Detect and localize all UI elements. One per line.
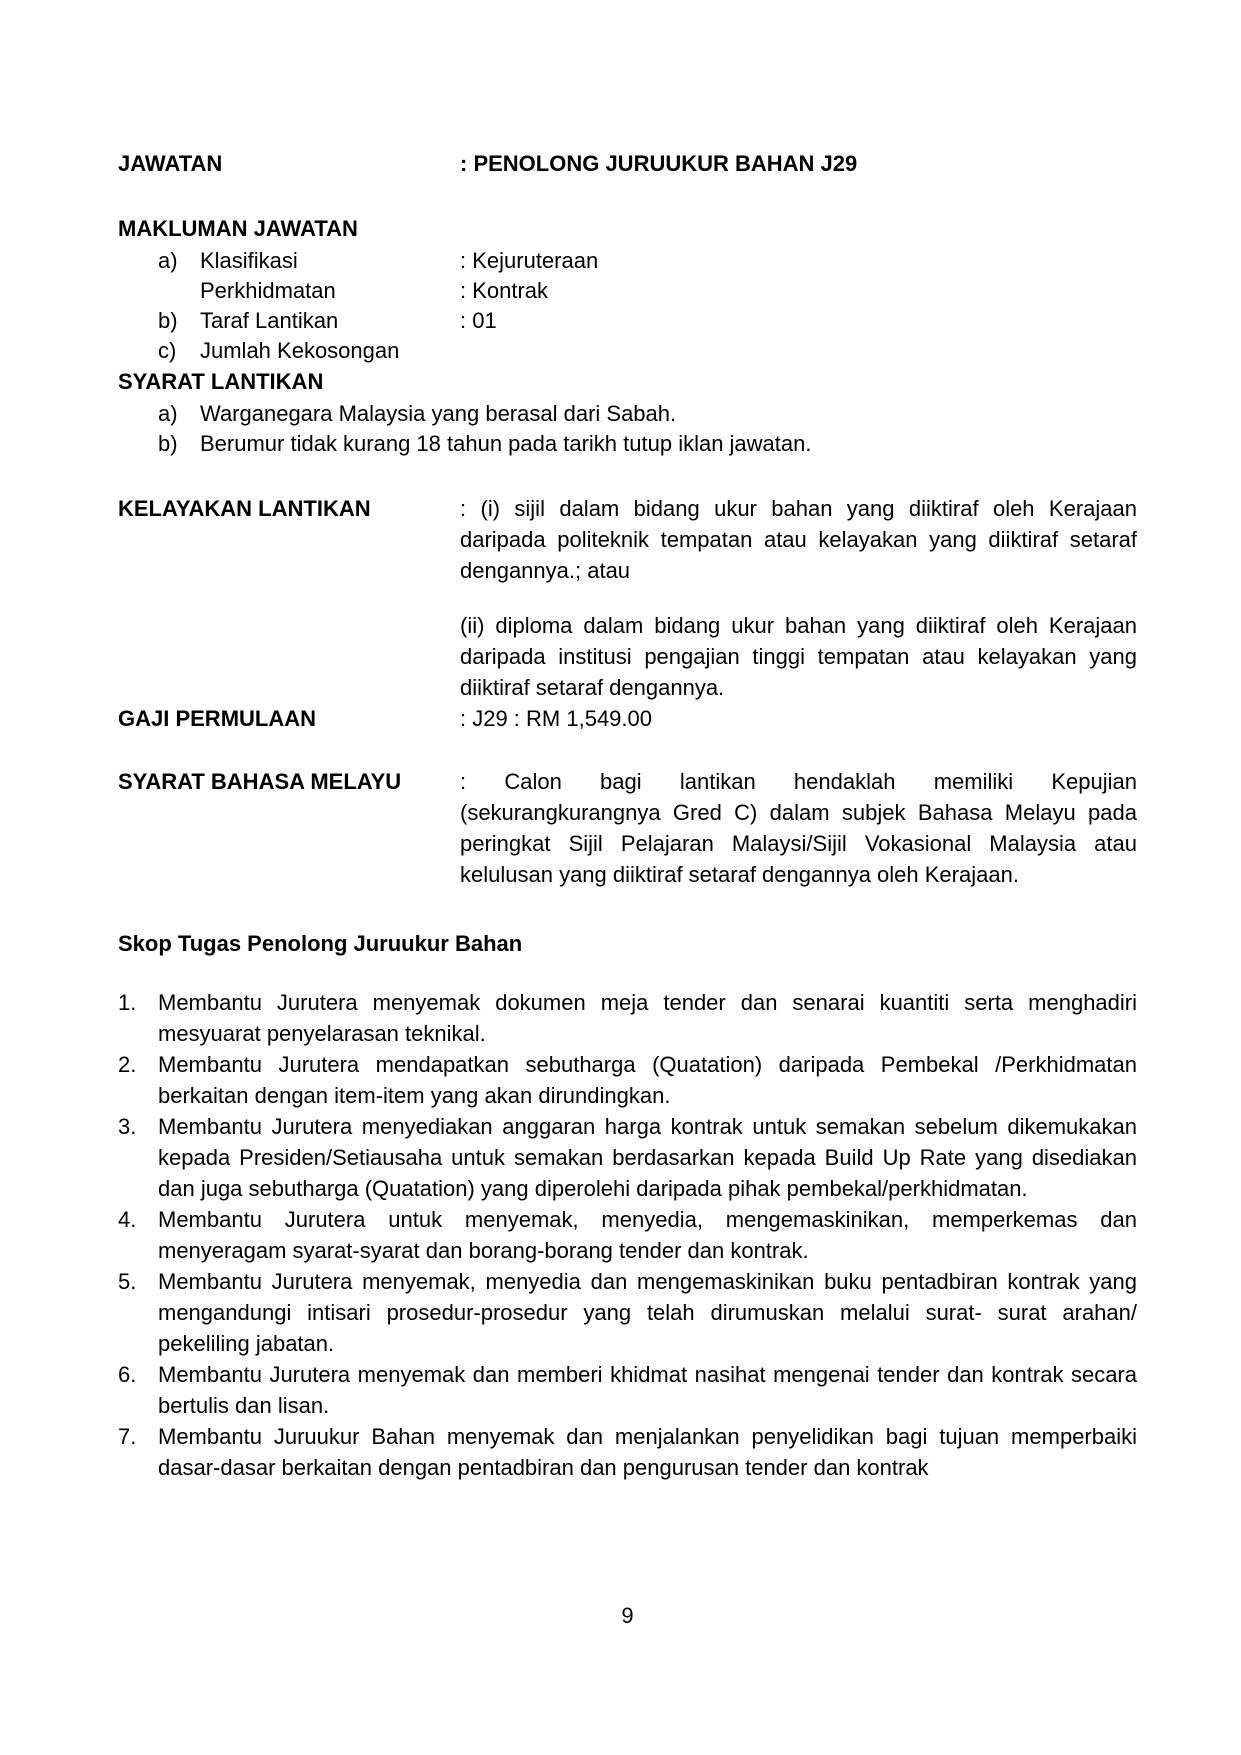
kelayakan-row	[118, 493, 1137, 586]
skop-item-number: 2.	[118, 1052, 137, 1077]
skop-item-text: Membantu Jurutera mendapatkan sebutharga (Quatation) daripada Pembekal /Perkhidmatan berkaitan dengan item-item yang akan dirundingkan.	[158, 1052, 1137, 1108]
maklumat-heading: MAKLUMAN JAWATAN	[118, 216, 358, 241]
kelayakan-para2: (ii) diploma dalam bidang ukur bahan yang diiktiraf oleh Kerajaan daripada institusi pengajian tinggi tempatan atau kelayakan yang diiktiraf setaraf dengannya.	[460, 613, 1137, 700]
skop-item	[118, 1111, 1137, 1204]
syarat-row	[118, 399, 1137, 429]
maklumat-row-label: Taraf Lantikan	[200, 308, 339, 333]
maklumat-row-value	[460, 336, 1137, 366]
skop-item	[118, 1266, 1137, 1359]
skop-item-number: 1.	[118, 990, 137, 1015]
gaji-row	[118, 703, 1137, 734]
maklumat-row	[118, 336, 1137, 366]
skop-item	[118, 1204, 1137, 1266]
skop-item-text: Membantu Jurutera menyemak, menyedia dan mengemaskinikan buku pentadbiran kontrak yang mengandungi intisari prosedur-prosedur yang telah dirumuskan melalui surat- surat arahan/ pekeliling jabatan.	[158, 1269, 1137, 1356]
skop-item-number: 7.	[118, 1424, 137, 1449]
skop-item-text: Membantu Jurutera menyemak dokumen meja tender dan senarai kuantiti serta menghadiri mesyuarat penyelarasan teknikal.	[158, 990, 1137, 1046]
maklumat-row-value: : 01	[460, 308, 497, 333]
skop-item	[118, 1359, 1137, 1421]
gaji-value: : J29 : RM 1,549.00	[460, 706, 652, 731]
maklumat-row-value: : Kejuruteraan	[460, 248, 599, 273]
bahasa-label: SYARAT BAHASA MELAYU	[118, 769, 402, 794]
skop-item-text: Membantu Jurutera menyediakan anggaran harga kontrak untuk semakan sebelum dikemukakan kepada Presiden/Setiausaha untuk semakan berdasarkan kepada Build Up Rate yang disediakan dan juga sebutharga (Quatation) yang diperolehi daripada pihak pembekal/perkhidmatan.	[158, 1114, 1137, 1201]
syarat-row-marker: a)	[158, 401, 178, 426]
gaji-label: GAJI PERMULAAN	[118, 706, 317, 731]
skop-item-number: 5.	[118, 1269, 137, 1294]
jawatan-row	[118, 148, 1137, 179]
maklumat-row	[118, 246, 1137, 276]
skop-item-number: 3.	[118, 1114, 137, 1139]
maklumat-row-label: Klasifikasi	[200, 248, 298, 273]
maklumat-row-marker: a)	[158, 248, 178, 273]
maklumat-row-label: Jumlah Kekosongan	[200, 338, 400, 363]
syarat-row-text: Warganegara Malaysia yang berasal dari Sabah.	[200, 401, 677, 426]
skop-item	[118, 1421, 1137, 1483]
maklumat-row-label: Perkhidmatan	[200, 278, 336, 303]
maklumat-row	[118, 276, 1137, 306]
skop-item	[118, 1049, 1137, 1111]
kelayakan-row2	[118, 610, 1137, 703]
skop-item-number: 4.	[118, 1207, 137, 1232]
page-number: 9	[621, 1603, 634, 1628]
maklumat-row-marker	[158, 276, 200, 306]
skop-item-text: Membantu Jurutera menyemak dan memberi khidmat nasihat mengenai tender dan kontrak secara bertulis dan lisan.	[158, 1362, 1137, 1418]
jawatan-label: JAWATAN	[118, 151, 223, 176]
skop-item-text: Membantu Jurutera untuk menyemak, menyedia, mengemaskinikan, memperkemas dan menyeragam syarat-syarat dan borang-borang tender dan kontrak.	[158, 1207, 1137, 1263]
syarat-row-text: Berumur tidak kurang 18 tahun pada tarikh tutup iklan jawatan.	[200, 431, 812, 456]
skop-item	[118, 987, 1137, 1049]
skop-heading: Skop Tugas Penolong Juruukur Bahan	[118, 931, 523, 956]
maklumat-row-marker: b)	[158, 308, 178, 333]
bahasa-row	[118, 766, 1137, 890]
skop-item-text: Membantu Juruukur Bahan menyemak dan menjalankan penyelidikan bagi tujuan memperbaiki dasar-dasar berkaitan dengan pentadbiran dan pengurusan tender dan kontrak	[158, 1424, 1137, 1480]
skop-item-number: 6.	[118, 1362, 137, 1387]
syarat-row-marker: b)	[158, 431, 178, 456]
jawatan-value: : PENOLONG JURUUKUR BAHAN J29	[460, 151, 858, 176]
syarat-row	[118, 429, 1137, 459]
kelayakan-label: KELAYAKAN LANTIKAN	[118, 496, 371, 521]
maklumat-row	[118, 306, 1137, 336]
maklumat-row-marker: c)	[158, 338, 177, 363]
bahasa-value: : Calon bagi lantikan hendaklah memiliki Kepujian (sekurangkurangnya Gred C) dalam subjek Bahasa Melayu pada peringkat Sijil Pelajaran Malaysi/Sijil Vokasional Malaysia atau kelulusan yang diiktiraf setaraf dengannya oleh Kerajaan.	[460, 769, 1137, 887]
maklumat-row-value: : Kontrak	[460, 278, 549, 303]
kelayakan-para1: : (i) sijil dalam bidang ukur bahan yang diiktiraf oleh Kerajaan daripada politeknik tempatan atau kelayakan yang diiktiraf setaraf dengannya.; atau	[460, 496, 1137, 583]
syarat-heading: SYARAT LANTIKAN	[118, 369, 324, 394]
